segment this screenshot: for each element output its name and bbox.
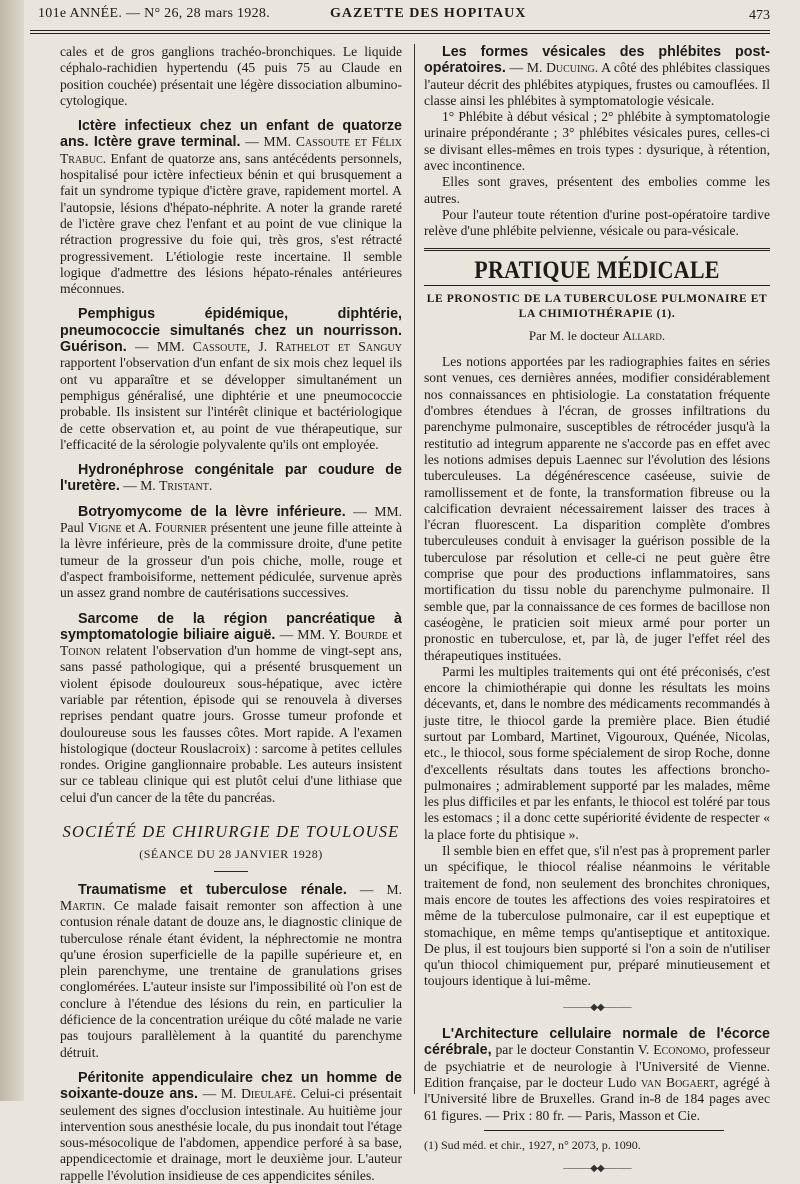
author: van Bogaert, bbox=[640, 1074, 719, 1090]
article-title: Les formes vésicales des phlébites post-opératoires. bbox=[424, 44, 770, 77]
section-rule bbox=[424, 248, 770, 251]
author: Martin. bbox=[60, 897, 106, 913]
journal-title: GAZETTE DES HOPITAUX bbox=[330, 6, 527, 21]
paragraph: Parmi les multiples traitements qui ont été préconisés, c'est encore la chimiothérapie qui donne les résultats les moins décevants, et, dans le nombre des médicaments recommandés à juste titre, le thiocol garde la première place. Bien étudié surtout par Lombard, Martinet, Vigouroux, Quénée, Nicolas, etc., le thiocol, sous forme spécialement de sirop Roche, donne d'excellents résultats dans toutes les affections broncho-pulmonaires ; admirablement supporté par les malades, même les plus difficiles et par les enfants, le thiocol est toléré par tous les estomacs ; il a donc cette supériorité évidente de respecter « la place forte du phtisique ». bbox=[424, 663, 770, 842]
article-body: Enfant de quatorze ans, sans antécédents personnels, hospitalisé pour ictère infectieux bénin et qui brusquement a fait un syndrome typique d'ictère grave, rapidement mortel. A l'autopsie, lésions d'hépato-néphrite. A noter la grande rareté de l'ictère grave chez l'enfant et au point de vue clinique la rétraction progressive du foie qui, très gros, s'est rétracté progressivement. L'étiologie reste incertaine. Il semble logique d'admettre des lésions hépato-rénales antérieures méconnues. bbox=[60, 150, 402, 297]
author: Tristant. bbox=[159, 478, 213, 494]
author: Cassoute, J. Rathelot et Sanguy bbox=[192, 339, 402, 355]
article-title: Traumatisme et tuberculose rénale. bbox=[78, 881, 347, 898]
article-peritonite: Péritonite appendiculaire chez un homme de soixante-douze ans. — M. Dieulafé. Celui-ci présentait seulement des signes d'occlusion intestinale. Au huitième jour intervention sous anesthésie locale, du pus inondait tout l'étage sous-mésocolique de l'abdomen, appendice perforé à sa base, appendicectomie et drainage, mort le deuxième jour. L'auteur rappelle l'évolution insidieuse de ces appendicites séniles. bbox=[60, 1069, 402, 1183]
ornament-divider: ———◆◆——— bbox=[563, 1163, 631, 1175]
paragraph: cales et de gros ganglions trachéo-bronchiques. Le liquide céphalo-rachidien hypertendu (45 puis 75 au Claude en position couchée) présentait une légère dissociation albumino-cytologique. bbox=[60, 44, 402, 108]
ornament-divider: ———◆◆——— bbox=[563, 1001, 631, 1013]
footnote: (1) Sud méd. et chir., 1927, n° 2073, p. 1090. bbox=[424, 1137, 641, 1152]
article-pemphigus: Pemphigus épidémique, diphtérie, pneumococcie simultanés chez un nourrisson. Guérison. — MM. Cassoute, J. Rathelot et Sanguy rapportent l'observation d'un enfant de six mois chez lequel ils ont vu apparaître et se développer simultanément un pemphigus généralisé, une diphtérie et une pneumococcie probable. Ils insistent sur l'intérêt clinique et bactériologique de cette observation et, au point de vue thérapeutique, sur l'efficacité de la sérologie polyvalente qu'ils ont employée. bbox=[60, 306, 402, 452]
article-title: Ictère infectieux chez un enfant de quatorze ans. Ictère grave terminal. bbox=[60, 118, 402, 151]
author: Toinon bbox=[60, 643, 101, 659]
paragraph: Il semble bien en effet que, s'il n'est pas à proprement parler un spécifique, le thiocol réalise néanmoins le véritable traitement de fond, non seulement des bronchites chroniques, mais encore de toutes les affections des voies respiratoires et même de la tuberculose pulmonaire, car il est eupeptique et stomachique, en même temps qu'antiseptique et antitoxique. De plus, il est toujours bien supporté si l'on a soin de n'utiliser qu'un thiocol chimiquement pur, préparé minutieusement et toujours identique à lui-même. bbox=[424, 843, 770, 989]
article-title: Hydronéphrose congénitale par coudure de l'uretère. bbox=[60, 462, 402, 495]
divider bbox=[214, 871, 248, 872]
session-date: (SÉANCE DU 28 JANVIER 1928) bbox=[139, 847, 323, 862]
society-heading: SOCIÉTÉ DE CHIRURGIE DE TOULOUSE bbox=[62, 822, 400, 842]
section-heading: PRATIQUE MÉDICALE bbox=[474, 256, 720, 284]
book-title: L'Architecture cellulaire normale de l'écorce cérébrale, bbox=[424, 1026, 770, 1059]
article-title: Botryomycome de la lèvre inférieure. bbox=[78, 503, 346, 520]
article-ictere: Ictère infectieux chez un enfant de quatorze ans. Ictère grave terminal. — MM. Cassoute et Félix Trabuc. Enfant de quatorze ans, sans antécédents personnels, hospitalisé pour ictère infectieux bénin et qui brusquement a fait un syndrome typique d'ictère grave, rapidement mortel. A l'autopsie, lésions d'hépato-néphrite. A noter la grande rareté de l'ictère grave chez l'enfant et au point de vue clinique la rétraction progressive du foie qui, très gros, s'est rétracté progressivement. L'étiologie reste incertaine. Il semble logique d'admettre des lésions hépato-rénales antérieures méconnues. bbox=[60, 118, 402, 297]
paragraph: 1° Phlébite à début vésical ; 2° phlébite à symptomatologie urinaire prépondérante ; 3° phlébites vésicales pures, celles-ci se divisant elles-mêmes en trois types : dysurique, à rétention, avec incontinence. bbox=[424, 109, 770, 174]
issue-info: 101e ANNÉE. — N° 26, 28 mars 1928. bbox=[38, 6, 270, 21]
byline: Par M. le docteur Allard. bbox=[528, 327, 666, 343]
column-divider bbox=[414, 44, 415, 1094]
author: Vigne bbox=[87, 520, 122, 536]
page-edge-shadow bbox=[0, 0, 24, 1101]
article-sarcome: Sarcome de la région pancréatique à symptomatologie biliaire aiguë. — MM. Y. Bourde et Toinon relatent l'observation d'un homme de vingt-sept ans, sans passé pathologique, qui a présenté brusquement un violent épisode douloureux sous-hépatique, avec ictère variable par rétention, épisode qui se renouvela à diverses reprises pendant quatre jours. Grosse tumeur profonde et douloureuse sous les fausses côtes. Mort rapide. A l'examen histologique (docteur Rouslacroix) : sarcome à petites cellules rondes. Origine ganglionnaire probable. Les auteurs insistent sur ce tableau clinique qui est plutôt celui d'une lithiase que celui d'un cancer de la tête du pancréas. bbox=[60, 610, 402, 805]
article-title: Sarcome de la région pancréatique à symptomatologie biliaire aiguë. bbox=[60, 610, 402, 643]
author: Fournier bbox=[154, 520, 207, 536]
article-body: présentent une jeune fille atteinte à la lèvre inférieure, près de la commissure droite, d'une petite tumeur de la grosseur d'un pois chiche, molle, rouge et d'aspect framboisiforme, nettement pédiculée, survenue après un assez grand nombre de cautérisations successives. bbox=[60, 520, 402, 601]
article-body: Celui-ci présentait seulement des signes d'occlusion intestinale. Au huitième jour intervention sous anesthésie locale, du pus inondait tout l'étage sous-mésocolique de l'abdomen, appendice perforé à sa base, appendicectomie et drainage, mort le deuxième jour. L'auteur rappelle l'évolution insidieuse de ces appendicites séniles. bbox=[60, 1086, 402, 1183]
right-column bbox=[424, 44, 770, 1177]
article-botryomycome: Botryomycome de la lèvre inférieure. — MM. Paul Vigne et A. Fournier présentent une jeune fille atteinte à la lèvre inférieure, près de la commissure droite, d'une petite tumeur de la grosseur d'un pois chiche, molle, rouge et d'aspect framboisiforme, nettement pédiculée, survenue après un assez grand nombre de cautérisations successives. bbox=[60, 503, 402, 601]
article-body: A côté des phlébites classiques l'auteur décrit des phlébites atypiques, frustes ou camouflées. Il classe ainsi les phlébites à symptomatologie vésicale. bbox=[424, 60, 770, 108]
author: Ducuing. bbox=[546, 60, 599, 76]
paragraph: Les notions apportées par les radiographies faites en séries sont venues, ces dernières années, modifier considérablement nos connaissances en phtisiologie. La constatation fréquente d'ombres étendues à l'écran, de grosses infiltrations du parenchyme pulmonaire, susceptibles de rétrocéder jusqu'à la restitutio ad integrum apparente ne s'accorde pas en effet avec les notions admises depuis Laennec sur l'évolution des lésions tuberculeuses. La dégénérescence caséeuse, suivie de ramollissement et de fonte, la transformation fibreuse ou la calcification devraient nécessairement laisser des traces à l'écran fluorescent. La disparition complète d'ombres tuberculeuses conduit à envisager la guérison possible de la tuberculose par résolution et celle-ci ne peut guère être comprise que pour des productions inflammatoires, sans mortification du tissu noble du parenchyme pulmonaire. Il semble que, par la connaissance de ces formes de bacillose non caséogène, le praticien soit mieux armé pour porter un pronostic en tuberculose, et, par là, de juger l'effet réel des thérapeutiques instituées. bbox=[424, 354, 770, 663]
author: Bourde bbox=[344, 626, 388, 642]
section-rule-bottom bbox=[424, 285, 770, 286]
article-traumatisme: Traumatisme et tuberculose rénale. — M. Martin. Ce malade faisait remonter son affection à une contusion rénale datant de douze ans, le diagnostic clinique de tuberculose rénale étant évident, la néphrectomie ne montra qu'une érosion superficielle de la papille supérieure et, en plein parenchyme, une trentaine de granulations grises conglomérées. L'auteur insiste sur l'impossibilité où l'on est de conclure à l'étendue des lésions du rein, en particulier la déficience de la concentration uréique du côté malade ne varie pas toujours parallèlement à la quantité du parenchyme détruit. bbox=[60, 881, 402, 1060]
left-column bbox=[60, 44, 402, 1184]
article-title: Pemphigus épidémique, diphtérie, pneumococcie simultanés chez un nourrisson. Guérison. bbox=[60, 306, 402, 356]
article-body: relatent l'observation d'un homme de vingt-sept ans, sans passé pathologique, qui a présenté brusquement un violent épisode douloureux sous-hépatique, avec ictère variable par rétention, épisode qui se renouvela à diverses reprises pendant quatre jours. Grosse tumeur profonde et douloureuse sous les fausses côtes. Mort rapide. A l'examen histologique (docteur Rouslacroix) : sarcome à petites cellules rondes. Origine ganglionnaire probable. Les auteurs insistent sur ce tableau clinique qui est plutôt celui d'une lithiase que celui d'un cancer de la tête du pancréas. bbox=[60, 643, 402, 805]
footnote-rule bbox=[484, 1130, 724, 1131]
author: Dieulafé. bbox=[241, 1086, 296, 1102]
author: Economo, bbox=[653, 1042, 710, 1058]
article-phlebites: Les formes vésicales des phlébites post-opératoires. — M. Ducuing. A côté des phlébites classiques l'auteur décrit des phlébites atypiques, frustes ou camouflées. Il classe ainsi les phlébites à symptomatologie vésicale. bbox=[424, 44, 770, 108]
article-hydronephrose: Hydronéphrose congénitale par coudure de l'uretère. — M. Tristant. bbox=[60, 462, 402, 495]
author: Cassoute et Félix Trabuc. bbox=[60, 134, 402, 166]
paragraph: Elles sont graves, présentent des embolies comme les autres. bbox=[424, 174, 770, 206]
header-rule-2 bbox=[30, 33, 770, 34]
author: Allard. bbox=[622, 327, 666, 343]
header-rule bbox=[30, 30, 770, 31]
running-header bbox=[30, 4, 778, 28]
paragraph: Pour l'auteur toute rétention d'urine post-opératoire tardive relève d'une phlébite pelvienne, vésicale ou para-vésicale. bbox=[424, 206, 770, 239]
article-title: Péritonite appendiculaire chez un homme de soixante-douze ans. bbox=[60, 1069, 402, 1103]
article-body: Ce malade faisait remonter son affection à une contusion rénale datant de douze ans, le diagnostic clinique de tuberculose rénale étant évident, la néphrectomie ne montra qu'une érosion superficielle de la papille supérieure et, en plein parenchyme, une trentaine de granulations grises conglomérées. L'auteur insiste sur l'impossibilité où l'on est de conclure à l'étendue des lésions du rein, en particulier la déficience de la concentration uréique du côté malade ne varie pas toujours parallèlement à la quantité du parenchyme détruit. bbox=[60, 897, 402, 1060]
article-body: rapportent l'observation d'un enfant de six mois chez lequel ils ont vu apparaître et se développer simultanément un pemphigus généralisé, une diphtérie et une pneumococcie probable. Ils insistent sur l'intérêt clinique et bactériologique de cette observation et, au point de vue thérapeutique, sur l'efficacité de la sérologie polyvalente qu'ils ont employée. bbox=[60, 355, 402, 452]
page-number: 473 bbox=[749, 8, 770, 23]
book-notice: L'Architecture cellulaire normale de l'écorce cérébrale, par le docteur Constantin V. Economo, professeur de psychiatrie et de neurologie à l'Université de Vienne. Edition française, par le docteur Ludo van Bogaert, agrégé à l'Université libre de Bruxelles. Grand in-8 de 184 pages avec 61 figures. — Prix : 80 fr. — Paris, Masson et Cie. bbox=[424, 1026, 770, 1123]
article-title-caps: LE PRONOSTIC DE LA TUBERCULOSE PULMONAIRE ET LA CHIMIOTHÉRAPIE (1). bbox=[426, 292, 768, 320]
